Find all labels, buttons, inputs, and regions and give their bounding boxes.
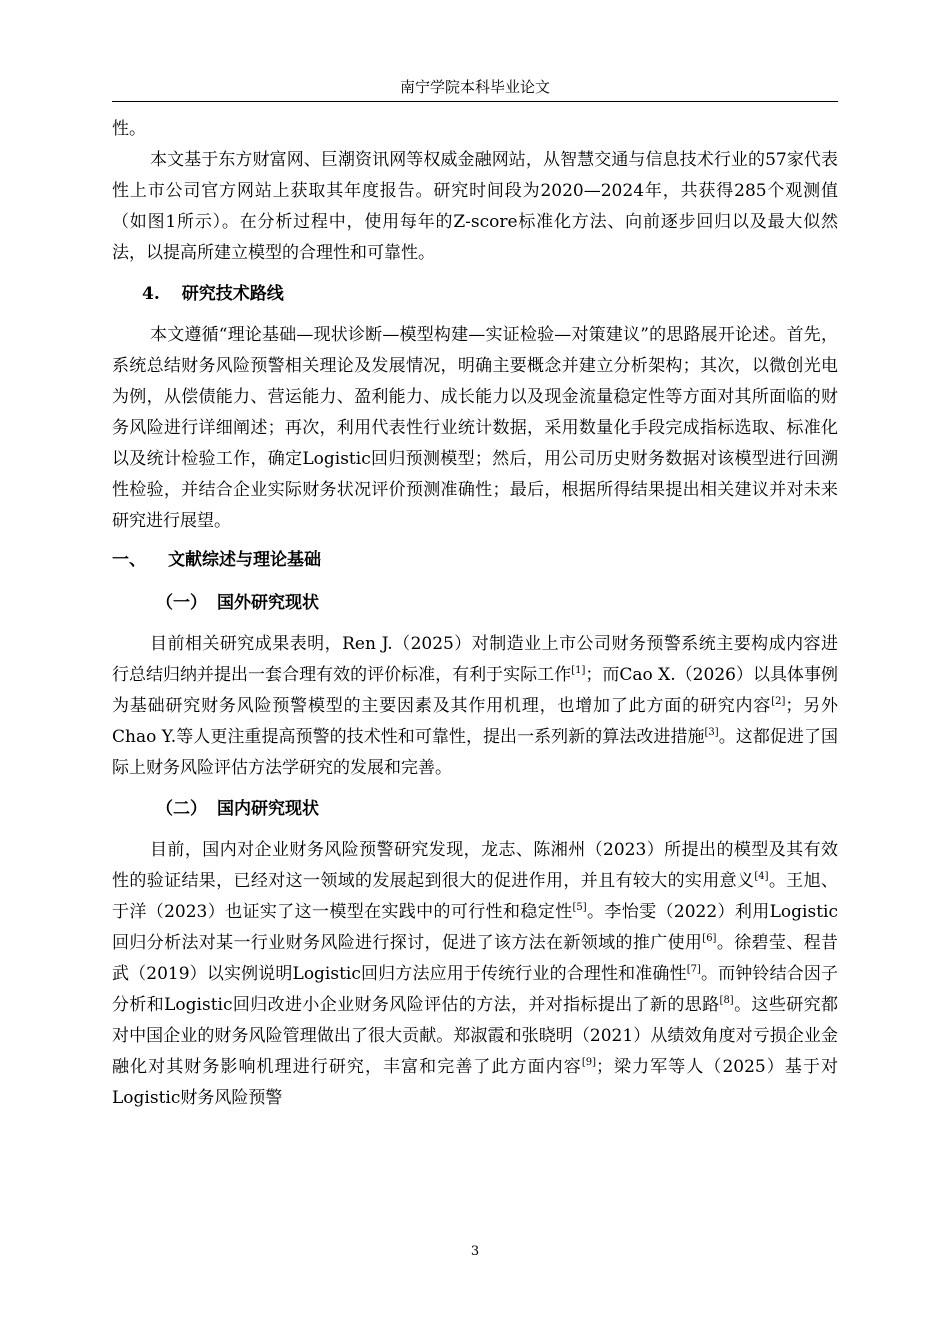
page-number: 3 <box>470 1244 480 1259</box>
paragraph-research-route: 本文遵循“理论基础—现状诊断—模型构建—实证检验—对策建议”的思路展开论述。首先，系统总结财务风险预警相关理论及发展情况，明确主要概念并建立分析架构；其次，以微创光电为例，从偿债能力、营运能力、盈利能力、成长能力以及现金流量稳定性等方面对其所面临的财务风险进行详细阐述；再次，利用代表性行业统计数据，采用数量化手段完成指标选取、标准化以及统计检验工作，确定Logistic回归预测模型；然后，用公司历史财务数据对该模型进行回溯性检验，并结合企业实际财务状况评价预测准确性；最后，根据所得结果提出相关建议并对未来研究进行展望。 <box>112 325 838 531</box>
chapter-number: 一、 <box>112 550 146 570</box>
paragraph-domestic-research: 目前，国内对企业财务风险预警研究发现，龙志、陈湘州（2023）所提出的模型及其有效性的验证结果，已经对这一领域的发展起到很大的促进作用，并且有较大的实用意义[4]。王旭、于洋（2023）也证实了这一模型在实践中的可行性和稳定性[5]。李怡雯（2022）利用Logistic回归分析法对某一行业财务风险进行探讨，促进了该方法在新领域的推广使用[6]。徐碧莹、程昔武（2019）以实例说明Logistic回归方法应用于传统行业的合理性和准确性[7]。而钟铃结合因子分析和Logistic回归改进小企业财务风险评估的方法，并对指标提出了新的思路[8]。这些研究都对中国企业的财务风险管理做出了很大贡献。郑淑霞和张晓明（2021）从绩效角度对亏损企业金融化对其财务影响机理进行研究，丰富和完善了此方面内容[9]；梁力军等人（2025）基于对Logistic财务风险预警 <box>112 840 839 1108</box>
paragraph-foreign-research: 目前相关研究成果表明，Ren J.（2025）对制造业上市公司财务预警系统主要构成内容进行总结归纳并提出一套合理有效的评价标准，有利于实际工作[1]；而Cao X.（2026）以具体事例为基础研究财务风险预警模型的主要因素及其作用机理，也增加了此方面的研究内容[2]；另外Chao Y.等人更注重提高预警的技术性和可靠性，提出一系列新的算法改进措施[3]。这都促进了国际上财务风险评估方法学研究的发展和完善。 <box>112 634 839 778</box>
citation-ref: [3] <box>704 727 719 738</box>
citation-ref: [9] <box>581 1057 596 1068</box>
section-title: 研究技术路线 <box>181 284 284 304</box>
citation-ref: [2] <box>771 696 786 707</box>
chapter-heading-literature-review <box>112 545 838 576</box>
paragraph-data-source: 本文基于东方财富网、巨潮资讯网等权威金融网站，从智慧交通与信息技术行业的57家代表性上市公司官方网站上获取其年度报告。研究时间段为2020—2024年，共获得285个观测值（如图1所示）。在分析过程中，使用每年的Z-score标准化方法、向前逐步回归以及最大似然法，以提高所建立模型的合理性和可靠性。 <box>112 150 838 263</box>
paragraph-continuation: 性。 <box>112 119 146 139</box>
subsection-title: 国内研究现状 <box>217 799 319 819</box>
subsection-title: 国外研究现状 <box>217 593 319 613</box>
citation-ref: [1] <box>571 665 586 676</box>
subsection-number: （二） <box>156 799 207 819</box>
running-header: 南宁学院本科毕业论文 <box>399 78 550 96</box>
chapter-title: 文献综述与理论基础 <box>168 550 321 570</box>
section-heading-research-route <box>142 279 838 310</box>
subsection-number: （一） <box>156 593 207 613</box>
subsection-heading-domestic <box>156 794 838 825</box>
subsection-heading-foreign <box>156 588 838 619</box>
header-rule <box>112 101 838 102</box>
section-number: 4. <box>142 284 160 304</box>
citation-ref: [7] <box>686 964 701 975</box>
citation-ref: [4] <box>754 871 769 882</box>
citation-ref: [5] <box>572 902 587 913</box>
citation-ref: [6] <box>702 933 717 944</box>
page-body <box>112 114 838 1114</box>
citation-ref: [8] <box>719 995 734 1006</box>
